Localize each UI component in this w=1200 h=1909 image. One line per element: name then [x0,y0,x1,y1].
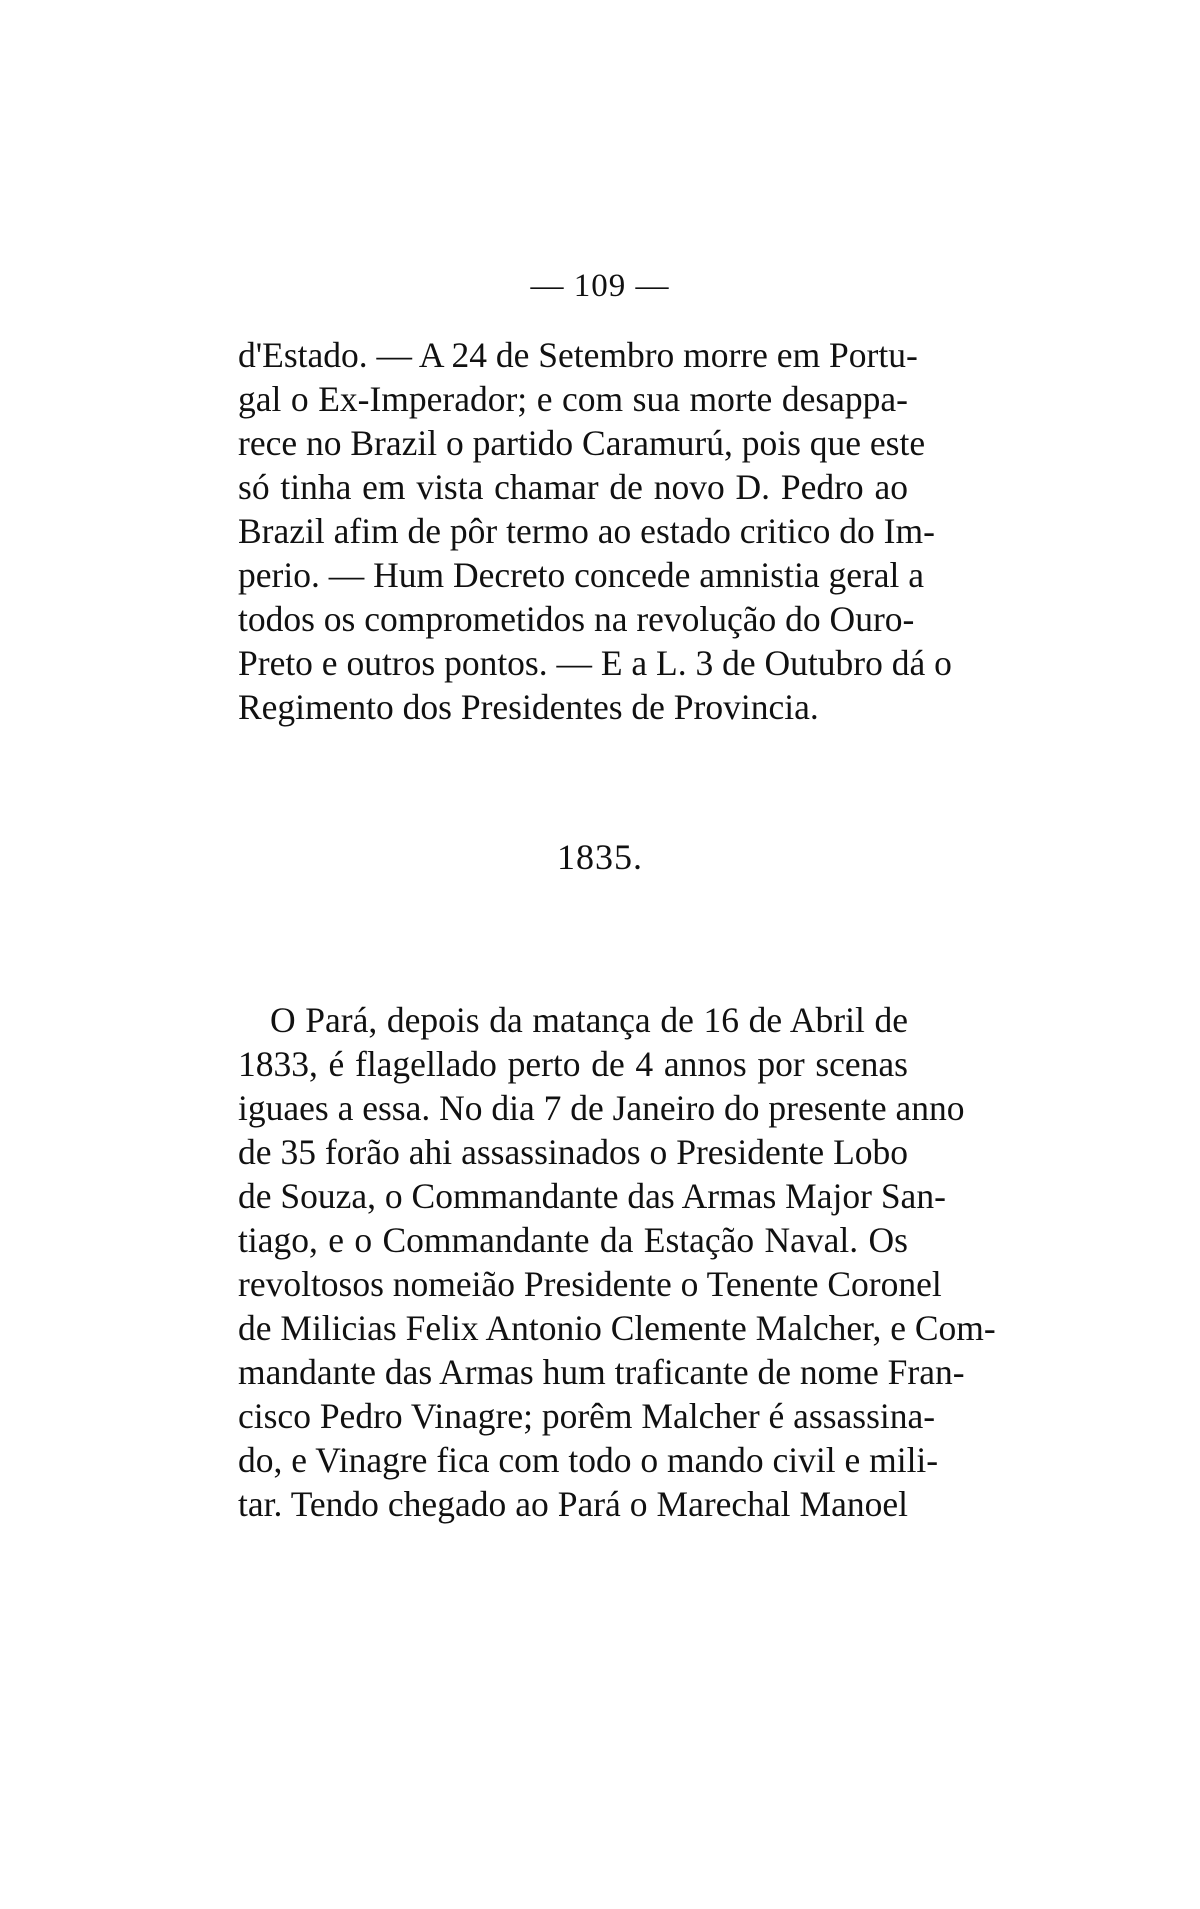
text-line: Brazil afim de pôr termo ao estado critico do Im- [238,511,935,551]
text-line: 1833, é flagellado perto de 4 annos por scenas [238,1044,908,1084]
text-line: cisco Pedro Vinagre; porêm Malcher é assassina- [238,1396,936,1436]
text-line: perio. — Hum Decreto concede amnistia geral a [238,555,925,595]
paragraph-1835-para [238,998,996,1526]
text-line: mandante das Armas hum traficante de nome Fran- [238,1352,965,1392]
text-line: todos os comprometidos na revolução do Ouro- [238,599,915,639]
year-heading: 1835. [557,837,643,877]
text-line: rece no Brazil o partido Caramurú, pois que este [238,423,926,463]
text-line: de Milicias Felix Antonio Clemente Malcher, e Com- [238,1308,996,1348]
text-line: d'Estado. — A 24 de Setembro morre em Portu- [238,335,918,375]
text-line: tiago, e o Commandante da Estação Naval. Os [238,1220,908,1260]
text-line: tar. Tendo chegado ao Pará o Marechal Manoel [238,1484,908,1524]
text-line: do, e Vinagre fica com todo o mando civil e mili- [238,1440,939,1480]
text-line: de Souza, o Commandante das Armas Major San- [238,1176,946,1216]
text-line: iguaes a essa. No dia 7 de Janeiro do presente anno [238,1088,965,1128]
text-line: gal o Ex-Imperador; e com sua morte desappa- [238,379,908,419]
text-line: de 35 forão ahi assassinados o Presidente Lobo [238,1132,908,1172]
text-line: O Pará, depois da matança de 16 de Abril de [270,1000,908,1040]
text-line: revoltosos nomeião Presidente o Tenente Coronel [238,1264,942,1304]
page-number: — 109 — [530,268,670,304]
text-line: só tinha em vista chamar de novo D. Pedro ao [238,467,908,507]
paragraph-1834-events [238,333,952,729]
text-line: Regimento dos Presidentes de Provincia. [238,687,819,727]
text-line: Preto e outros pontos. — E a L. 3 de Outubro dá o [238,643,952,683]
